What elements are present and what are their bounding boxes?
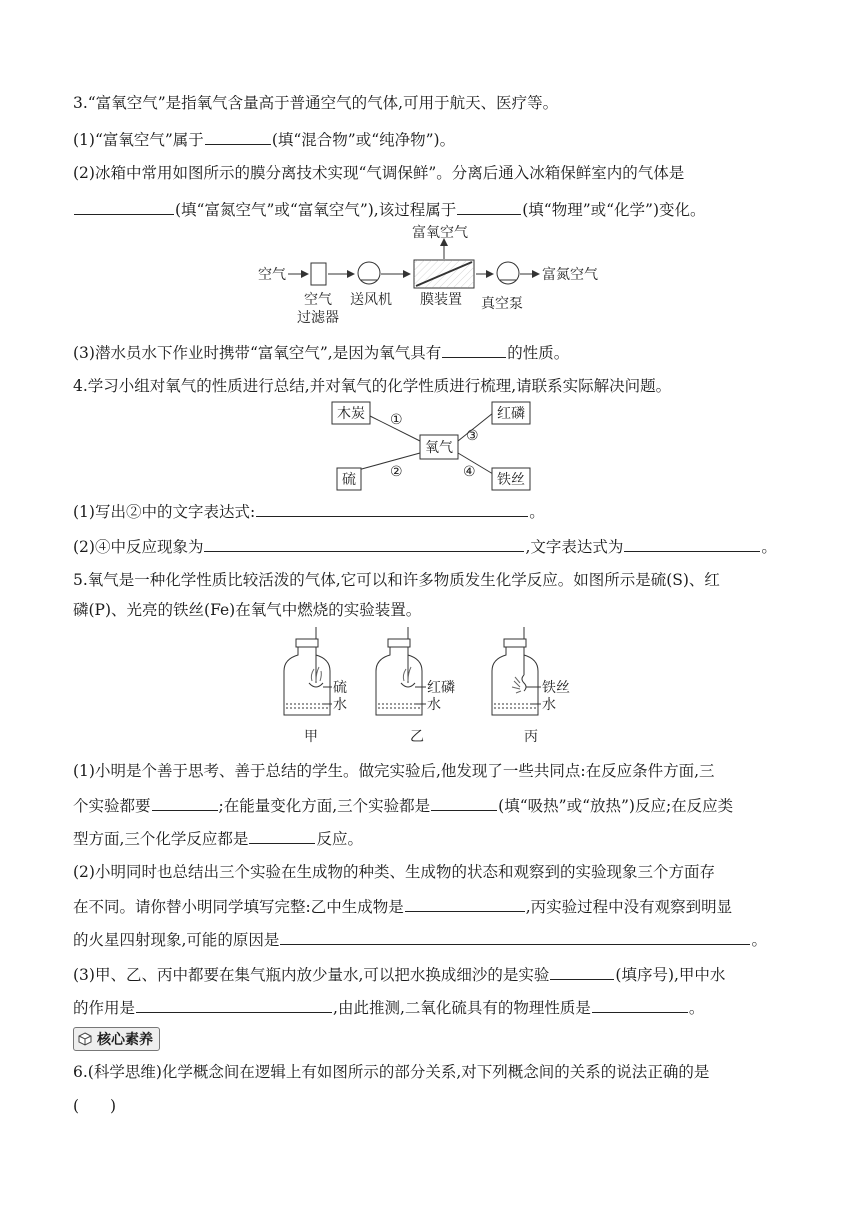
answer-blank[interactable] bbox=[280, 928, 750, 945]
jar-bing-substance: 铁丝 bbox=[542, 680, 570, 696]
air-inlet-label: 空气 bbox=[258, 267, 286, 283]
q3-p3-end: 的性质。 bbox=[507, 344, 570, 362]
q5-p3-end: 。 bbox=[688, 999, 705, 1017]
number-4: ④ bbox=[463, 464, 476, 480]
cube-icon bbox=[78, 1032, 92, 1046]
section-badge bbox=[73, 1027, 160, 1051]
q5-part2-line3 bbox=[73, 928, 767, 950]
answer-blank[interactable] bbox=[457, 198, 521, 215]
number-3: ③ bbox=[466, 428, 479, 444]
q3-stem: 3.“富氧空气”是指氧气含量高于普通空气的气体,可用于航天、医疗等。 bbox=[73, 94, 559, 112]
answer-blank[interactable] bbox=[249, 827, 315, 844]
q5-p1-d: 型方面,三个化学反应都是 bbox=[73, 830, 249, 848]
answer-blank[interactable] bbox=[256, 500, 528, 517]
jar-jia bbox=[284, 627, 332, 715]
q3-p2-hint-2: (填“物理”或“化学”)变化。 bbox=[522, 201, 706, 219]
q5-part3-line2 bbox=[73, 996, 704, 1018]
q4-p1-text: (1)写出②中的文字表达式: bbox=[73, 503, 256, 521]
answer-blank[interactable] bbox=[442, 341, 506, 358]
q3-p1-text: (1)“富氧空气”属于 bbox=[73, 131, 204, 149]
q3-p3-text: (3)潜水员水下作业时携带“富氧空气”,是因为氧气具有 bbox=[73, 344, 442, 362]
jar-yi-water: 水 bbox=[427, 697, 441, 713]
vacuum-pump-label: 真空泵 bbox=[481, 296, 523, 312]
q6-answer-paren: ( ) bbox=[73, 1097, 117, 1115]
jar-jia-caption: 甲 bbox=[304, 729, 318, 745]
jar-yi-substance: 红磷 bbox=[427, 680, 455, 696]
phosphorus-label: 红磷 bbox=[497, 406, 525, 422]
q5-p1-a: 个实验都要 bbox=[73, 797, 151, 815]
jar-yi-caption: 乙 bbox=[410, 729, 424, 745]
q5-p3-d: ,由此推测,二氧化硫具有的物理性质是 bbox=[333, 999, 591, 1017]
q4-p2-text: (2)④中反应现象为 bbox=[73, 538, 204, 556]
q5-p1-e: 反应。 bbox=[316, 830, 363, 848]
q4-part2 bbox=[73, 535, 777, 557]
q5-part1-line3 bbox=[73, 827, 363, 849]
q4-p2-mid: ,文字表达式为 bbox=[525, 538, 624, 556]
q4-part1 bbox=[73, 500, 545, 522]
sulfur-label: 硫 bbox=[342, 472, 356, 488]
q5-p3-c: 的作用是 bbox=[73, 999, 136, 1017]
jar-bing-caption: 丙 bbox=[524, 729, 538, 745]
jar-bing-water: 水 bbox=[542, 697, 556, 713]
q5-part3-line1 bbox=[73, 963, 725, 985]
q5-p1-c: (填“吸热”或“放热”)反应;在反应类 bbox=[498, 797, 734, 815]
combustion-apparatus-diagram bbox=[276, 625, 586, 750]
vacuum-pump-icon bbox=[497, 262, 519, 284]
q4-p2-end: 。 bbox=[761, 538, 777, 556]
oxygen-center-label: 氧气 bbox=[425, 440, 453, 456]
q5-stem-2: 磷(P)、光亮的铁丝(Fe)在氧气中燃烧的实验装置。 bbox=[73, 601, 422, 619]
q4-p1-end: 。 bbox=[529, 503, 545, 521]
q5-p3-b: (填序号),甲中水 bbox=[615, 966, 726, 984]
answer-blank[interactable] bbox=[405, 895, 525, 912]
answer-blank[interactable] bbox=[550, 963, 614, 980]
q3-part2-line2 bbox=[73, 198, 706, 220]
answer-blank[interactable] bbox=[152, 794, 218, 811]
membrane-separation-diagram bbox=[250, 222, 610, 330]
nitrogen-rich-air-label: 富氮空气 bbox=[542, 267, 598, 283]
iron-label: 铁丝 bbox=[497, 472, 525, 488]
filter-label-1: 空气 bbox=[304, 292, 332, 308]
q4-stem: 4.学习小组对氧气的性质进行总结,并对氧气的化学性质进行梳理,请联系实际解决问题。 bbox=[73, 377, 672, 395]
answer-blank[interactable] bbox=[204, 535, 524, 552]
q5-stem-1: 5.氧气是一种化学性质比较活泼的气体,它可以和许多物质发生化学反应。如图所示是硫(S)、红 bbox=[73, 571, 720, 589]
membrane-label: 膜装置 bbox=[420, 292, 462, 308]
q5-part1-line1: (1)小明是个善于思考、善于总结的学生。做完实验后,他发现了一些共同点:在反应条件方面,三 bbox=[73, 762, 715, 780]
q5-part2-line2 bbox=[73, 895, 732, 917]
q3-p1-hint: (填“混合物”或“纯净物”)。 bbox=[271, 131, 456, 149]
answer-blank[interactable] bbox=[431, 794, 497, 811]
answer-blank[interactable] bbox=[624, 535, 760, 552]
filter-label-2: 过滤器 bbox=[297, 310, 339, 326]
jar-yi bbox=[376, 627, 426, 715]
q3-p2-hint: (填“富氮空气”或“富氧空气”),该过程属于 bbox=[175, 201, 457, 219]
q5-p2-a: 在不同。请你替小明同学填写完整:乙中生成物是 bbox=[73, 898, 404, 916]
blower-icon bbox=[358, 262, 380, 284]
q5-p1-b: ;在能量变化方面,三个实验都是 bbox=[218, 797, 431, 815]
q5-p2-end: 。 bbox=[751, 931, 767, 949]
jar-jia-substance: 硫 bbox=[333, 680, 347, 696]
jar-jia-water: 水 bbox=[333, 697, 347, 713]
answer-blank[interactable] bbox=[136, 996, 332, 1013]
q3-part1 bbox=[73, 128, 455, 150]
section-title: 核心素养 bbox=[97, 1032, 153, 1048]
q5-part1-line2 bbox=[73, 794, 733, 816]
oxygen-rich-air-label: 富氧空气 bbox=[412, 225, 468, 241]
q5-p2-c: 的火星四射现象,可能的原因是 bbox=[73, 931, 280, 949]
q5-part2-line1: (2)小明同时也总结出三个实验在生成物的种类、生成物的状态和观察到的实验现象三个方面存 bbox=[73, 863, 715, 881]
air-filter bbox=[311, 263, 326, 285]
q6-line1: 6.(科学思维)化学概念间在逻辑上有如图所示的部分关系,对下列概念间的关系的说法正确的是 bbox=[73, 1063, 710, 1081]
charcoal-label: 木炭 bbox=[337, 406, 365, 422]
number-1: ① bbox=[390, 412, 403, 428]
q5-p2-b: ,丙实验过程中没有观察到明显 bbox=[525, 898, 733, 916]
answer-blank[interactable] bbox=[74, 198, 174, 215]
answer-blank[interactable] bbox=[205, 128, 271, 145]
q3-part2-line1: (2)冰箱中常用如图所示的膜分离技术实现“气调保鲜”。分离后通入冰箱保鲜室内的气体是 bbox=[73, 164, 685, 182]
oxygen-properties-diagram bbox=[328, 398, 534, 492]
q5-p3-a: (3)甲、乙、丙中都要在集气瓶内放少量水,可以把水换成细沙的是实验 bbox=[73, 966, 550, 984]
blower-label: 送风机 bbox=[350, 292, 392, 308]
jar-bing bbox=[492, 627, 541, 715]
q3-part3 bbox=[73, 341, 569, 363]
number-2: ② bbox=[390, 464, 403, 480]
answer-blank[interactable] bbox=[592, 996, 688, 1013]
